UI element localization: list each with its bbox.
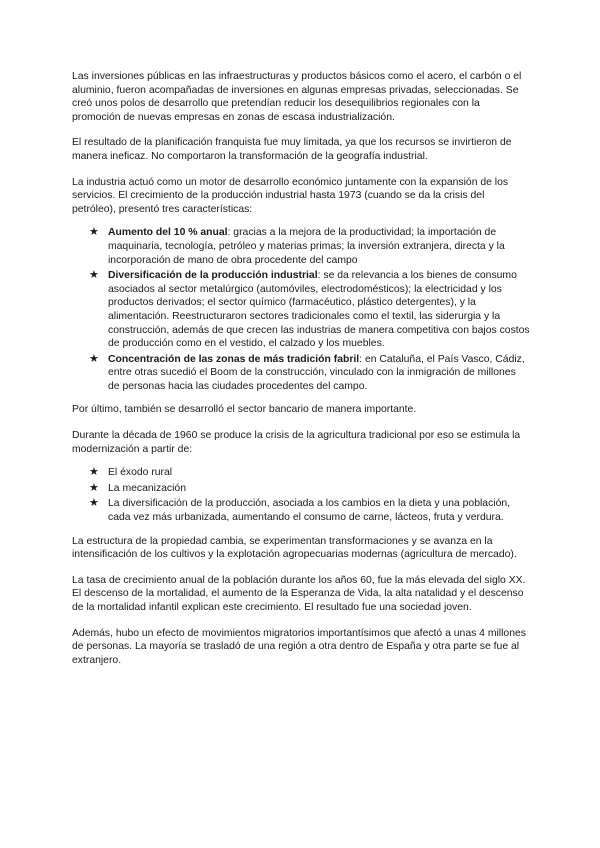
paragraph-industry-motor: La industria actuó como un motor de desarrollo económico juntamente con la expansión de los servicios. El crecimiento de la producción industrial hasta 1973 (cuando se da la crisis del petróleo), presentó tres características:: [72, 176, 509, 215]
paragraph-agriculture-crisis: Durante la década de 1960 se produce la crisis de la agricultura tradicional por eso se estimula la modernización a partir de:: [72, 430, 521, 455]
list-item-title: Diversificación de la producción industrial: [108, 270, 318, 282]
paragraph-population-growth: La tasa de crecimiento anual de la población durante los años 60, fue la más elevada del siglo XX. El descenso de la mortalidad, el aumento de la Esperanza de Vida, la alta natalidad y el descenso de la mortalidad infantil explican este crecimiento. El resultado fue una sociedad joven.: [72, 574, 526, 613]
star-bullet-icon: ★: [89, 481, 99, 494]
list-item: [89, 497, 530, 524]
paragraph-banking: Por último, también se desarrolló el sector bancario de manera importante.: [72, 404, 417, 416]
paragraph-property-structure: La estructura de la propiedad cambia, se experimentan transformaciones y se avanza en la intensificación de los cultivos y la explotación agropecuarias modernas (agricultura de mercado).: [72, 535, 517, 561]
star-bullet-icon: ★: [89, 269, 99, 282]
list-item: [89, 352, 530, 394]
list-item-text: : gracias a la mejora de la productividad; la importación de maquinaria, tecnología, petróleo y materias primas; la inversión extranjera, directa y la incorporación de mano de obra procedente del campo: [108, 227, 505, 266]
list-item: [89, 481, 530, 496]
list-item: [89, 466, 530, 480]
star-bullet-icon: ★: [89, 497, 99, 510]
star-bullet-icon: ★: [89, 352, 99, 365]
paragraph-migration: Además, hubo un efecto de movimientos migratorios importantísimos que afectó a unas 4 millones de personas. La mayoría se trasladó de una región a otra dentro de España y otra parte se fue al extranjero.: [72, 627, 526, 666]
list-item-title: Aumento del 10 % anual: [108, 227, 228, 239]
list-item-text: El éxodo rural: [108, 467, 173, 479]
list-item-text: La mecanización: [108, 482, 186, 494]
list-item-title: Concentración de las zonas de más tradición fabril: [108, 353, 360, 365]
list-item: [89, 226, 530, 267]
paragraph-public-investments: Las inversiones públicas en las infraestructuras y productos básicos como el acero, el carbón o el aluminio, fueron acompañadas de inversiones en algunas empresas privadas, seleccionadas. Se creó unos polos de desarrollo que pretendían reducir los desequilibrios regionales con la promoción de nuevas empresas en zonas de escasa industrialización.: [72, 71, 522, 123]
list-item-text: La diversificación de la producción, asociada a los cambios en la dieta y una población, cada vez más urbanizada, aumentando el consumo de carne, lácteos, fruta y verdura.: [108, 498, 511, 524]
star-bullet-icon: ★: [89, 466, 99, 479]
list-item-text: : en Cataluña, el País Vasco, Cádiz, entre otras sucedió el Boom de la construcción, vinculado con la inmigración de millones de personas hacia las ciudades procedentes del campo.: [108, 353, 525, 392]
list-item: [89, 269, 530, 351]
star-bullet-icon: ★: [89, 226, 99, 239]
paragraph-planning-result: El resultado de la planificación franquista fue muy limitada, ya que los recursos se invirtieron de manera ineficaz. No comportaron la transformación de la geografía industrial.: [72, 137, 512, 162]
characteristics-list: [72, 226, 530, 393]
list-item-text: : se da relevancia a los bienes de consumo asociados al sector metalúrgico (automóviles, electrodomésticos); la electricidad y los productos derivados; el sector químico (farmacéutico, plástico detergentes), y la alimentación. Reestructuraron sectores tradicionales como el textil, las siderurgia y la construcción, además de que crecen las industrias de manera competitiva con bajos costos de producción como en el vestido, el calzado y los muebles.: [108, 270, 530, 350]
modernization-list: [72, 466, 530, 524]
